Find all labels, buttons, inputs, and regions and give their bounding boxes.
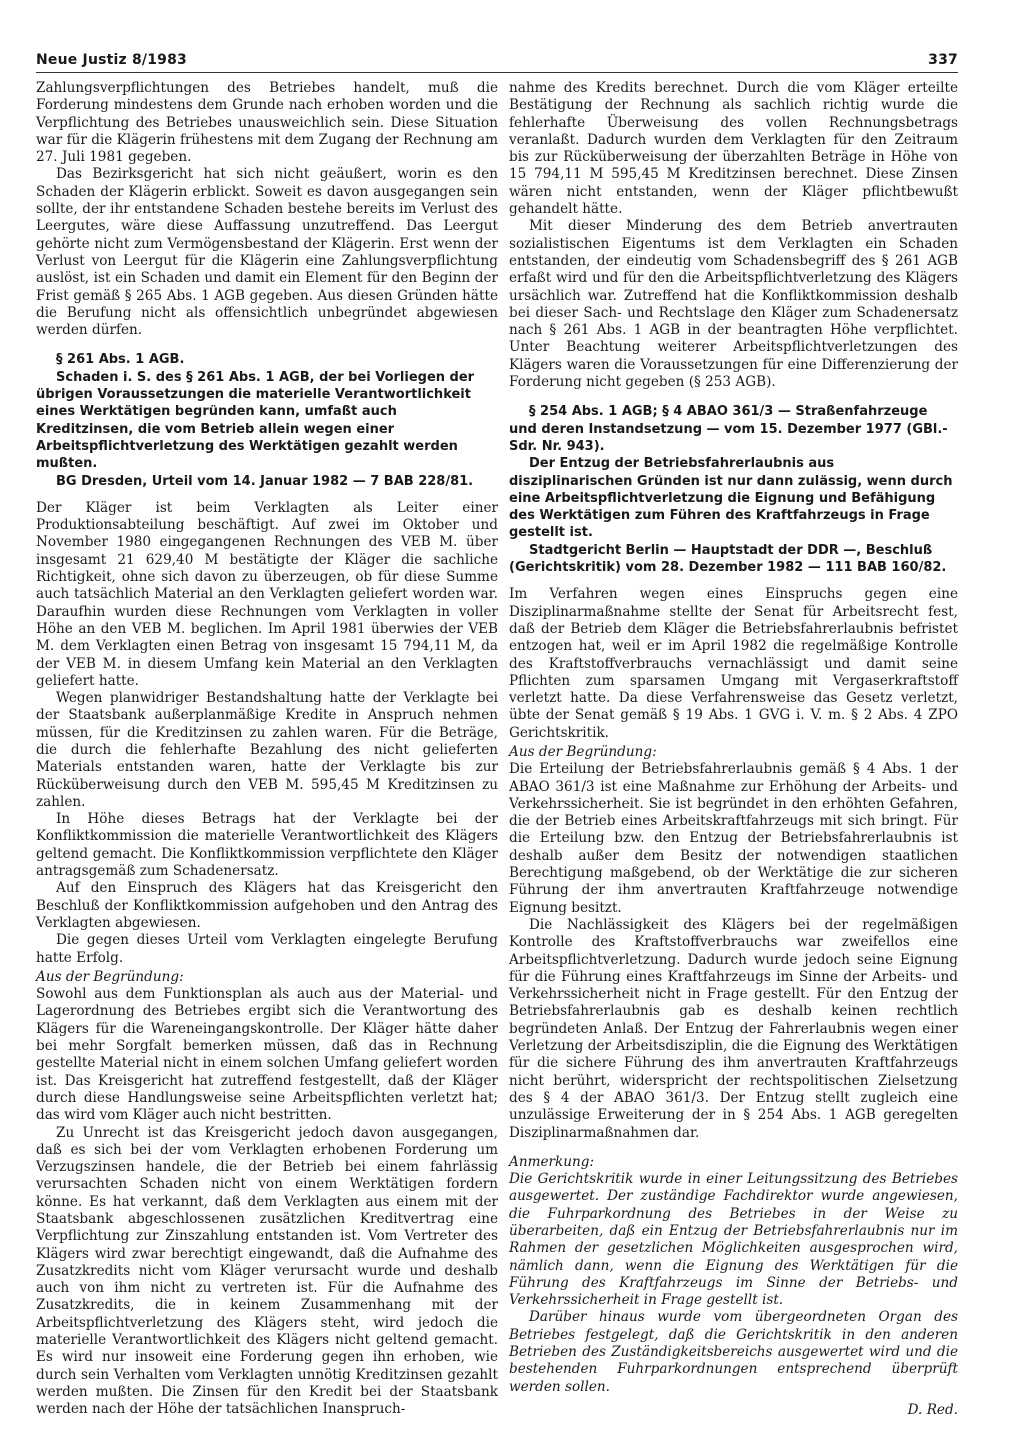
court-citation: Stadtgericht Berlin — Hauptstadt der DDR —, Beschluß (Gerichtskritik) vom 28. Dezember 1982 — 111 BAB 160/82. xyxy=(509,542,947,576)
court-citation: BG Dresden, Urteil vom 14. Januar 1982 — 7 BAB 228/81. xyxy=(56,473,474,489)
paragraph: Die Nachlässigkeit des Klägers bei der regelmäßigen Kontrolle des Kraftstoffverbrauchs war zweifellos eine Arbeitspflichtverletzung. Dadurch wurde jedoch seine Eignung für die Führung eines Kraftfahrzeugs im Sinne der Arbeits- und Verkehrssicherheit nicht in Frage gestellt. Für den Entzug der Betriebsfahrerlaubnis gab es deshalb keinen rechtlich begründeten Anlaß. Der Entzug der Fahrerlaubnis wegen einer Verletzung der Arbeitsdisziplin, die die Eignung des Werktätigen für die sichere Führung des ihm anvertrauten Kraftfahrzeugs nicht berührt, widerspricht der rechtspolitischen Zielsetzung des § 4 der ABAO 361/3. Der Entzug stellt zugleich eine unzulässige Erweiterung der in § 254 Abs. 1 AGB geregelten Disziplinarmaßnahmen dar. xyxy=(509,916,958,1141)
headnote: Der Entzug der Betriebsfahrerlaubnis aus disziplinarischen Gründen ist nur dann zulässig, wenn durch eine Arbeitspflichtverletzung die Eignung und Befähigung des Werktätigen zum Führen des Kraftfahrzeugs in Frage gestellt ist. xyxy=(509,456,953,541)
paragraph: Die gegen dieses Urteil vom Verklagten eingelegte Berufung hatte Erfolg. xyxy=(36,932,498,966)
note-label: Anmerkung: xyxy=(509,1153,595,1170)
right-column xyxy=(509,80,958,1419)
journal-title: Neue Justiz 8/1983 xyxy=(36,52,187,68)
paragraph: Das Bezirksgericht hat sich nicht geäußert, worin es den Schaden der Klägerin erblickt. Soweit es davon ausgegangen sein sollte, der ihr entstandene Schaden bestehe bereits im Verlust des Leergutes, wäre diese Auffassung unzutreffend. Das Leergut gehörte nicht zum Vermögensbestand der Klägerin. Erst wenn der Verlust von Leergut für die Klägerin eine Zahlungsverpflichtung auslöst, ist ein Schaden und damit ein Element für den Beginn der Frist gemäß § 265 Abs. 1 AGB gegeben. Aus diesen Gründen hätte die Berufung nicht als offensichtlich unbegründet abgewiesen werden dürfen. xyxy=(36,166,498,339)
left-column xyxy=(36,80,498,1419)
section-title: § 261 Abs. 1 AGB. xyxy=(56,352,185,368)
paragraph: Im Verfahren wegen eines Einspruchs gegen eine Disziplinarmaßnahme stellte der Senat für Arbeitsrecht fest, daß der Betrieb dem Kläger die Betriebsfahrerlaubnis befristet entzogen hat, weil er im April 1982 die regelmäßige Kontrolle des Kraftstoffverbrauchs vernachlässigt und damit seine Pflichten zum sparsamen Umgang mit Vergaserkraftstoff verletzt hatte. Da diese Verfahrensweise das Gesetz verletzt, übte der Senat gemäß § 19 Abs. 1 GVG i. V. m. § 2 Abs. 4 ZPO Gerichtskritik. xyxy=(509,586,958,741)
paragraph: Die Erteilung der Betriebsfahrerlaubnis gemäß § 4 Abs. 1 der ABAO 361/3 ist eine Maßnahme zur Erhöhung der Arbeits- und Verkehrssicherheit. Sie ist begründet in den erhöhten Gefahren, die der Betrieb eines Arbeitskraftfahrzeugs mit sich bringt. Für die Erteilung bzw. den Entzug der Betriebsfahrerlaubnis ist deshalb außer dem Besitz der notwendigen staatlichen Berechtigung maßgebend, ob der Werktätige die zur sicheren Führung der ihm anvertrauten Kraftfahrzeuge notwendige Eignung besitzt. xyxy=(509,761,958,916)
paragraph: In Höhe dieses Betrags hat der Verklagte bei der Konfliktkommission die materielle Verantwortlichkeit des Klägers geltend gemacht. Die Konfliktkommission verpflichtete den Kläger antragsgemäß zum Schadenersatz. xyxy=(36,811,498,880)
note-paragraph: Die Gerichtskritik wurde in einer Leitungssitzung des Betriebes ausgewertet. Der zuständige Fachdirektor wurde angewiesen, die Fuhrparkordnung des Betriebes in der Weise zu überarbeiten, daß ein Entzug der Betriebsfahrerlaubnis nur im Rahmen der gesetzlichen Möglichkeiten ausgesprochen wird, nämlich dann, wenn die Eignung des Werktätigen für die Führung des Kraftfahrzeugs im Sinne der Betriebs- und Verkehrssicherheit in Frage gestellt ist. xyxy=(509,1171,958,1309)
paragraph: Wegen planwidriger Bestandshaltung hatte der Verklagte bei der Staatsbank außerplanmäßige Kredite in Anspruch nehmen müssen, für die Kreditzinsen zu zahlen waren. Für die Beträge, die durch die fehlerhafte Bezahlung des nicht gelieferten Materials entstanden waren, hatte der Verklagte bis zur Rücküberweisung durch den VEB M. 595,45 M Kreditzinsen zu zahlen. xyxy=(36,690,498,810)
page-number: 337 xyxy=(928,52,958,68)
headnote: Schaden i. S. des § 261 Abs. 1 AGB, der bei Vorliegen der übrigen Voraussetzungen die materielle Verantwortlichkeit eines Werktätigen begründen kann, umfaßt auch Kreditzinsen, die vom Betrieb allein wegen einer Arbeitspflichtverletzung des Werktätigen gezahlt werden mußten. xyxy=(36,369,475,472)
paragraph: Der Kläger ist beim Verklagten als Leiter einer Produktionsabteilung beschäftigt. Auf zwei im Oktober und November 1980 eingegangenen Rechnungen des VEB M. über insgesamt 21 629,40 M bestätigte der Kläger die sachliche Richtigkeit, ohne sich davon zu überzeugen, ob für diese Summe auch tatsächlich Material an den Verklagten geliefert worden war. Daraufhin wurden diese Rechnungen vom Verklagten in voller Höhe an den VEB M. beglichen. Im April 1981 überwies der VEB M. dem Verklagten einen Betrag von insgesamt 15 794,11 M, da der VEB M. in diesem Umfang kein Material an den Verklagten geliefert hatte. xyxy=(36,499,498,689)
paragraph: Mit dieser Minderung des dem Betrieb anvertrauten sozialistischen Eigentums ist dem Verklagten ein Schaden entstanden, der eindeutig vom Schadensbegriff des § 261 AGB erfaßt wird und für den die Arbeitspflichtverletzung des Klägers ursächlich war. Zutreffend hat die Konfliktkommission deshalb bei dieser Sach- und Rechtslage den Kläger zum Schadenersatz nach § 261 Abs. 1 AGB in der beantragten Höhe verpflichtet. Unter Beachtung weiterer Arbeitspflichtverletzungen des Klägers waren die Voraussetzungen für eine Differenzierung der Forderung nicht gegeben (§ 253 AGB). xyxy=(509,218,958,391)
section-title: § 254 Abs. 1 AGB; § 4 ABAO 361/3 — Straßenfahrzeuge und deren Instandsetzung — vom 15. Dezember 1977 (GBl.-Sdr. Nr. 943). xyxy=(509,404,948,454)
paragraph: Auf den Einspruch des Klägers hat das Kreisgericht den Beschluß der Konfliktkommission aufgehoben und den Antrag des Verklagten abgewiesen. xyxy=(36,880,498,931)
page-header xyxy=(36,52,958,73)
note-paragraph: Darüber hinaus wurde vom übergeordneten Organ des Betriebes festgelegt, daß die Gerichtskritik in den anderen Betrieben des Zuständigkeitsbereichs ausgewertet wird und die bestehenden Fuhrparkordnungen entsprechend überprüft werden sollen. xyxy=(509,1309,958,1395)
paragraph: Zahlungsverpflichtungen des Betriebes handelt, muß die Forderung mindestens dem Grunde nach erhoben worden und die Verpflichtung des Betriebes unausweichlich sein. Diese Situation war für die Klägerin frühestens mit dem Zugang der Rechnung am 27. Juli 1981 gegeben. xyxy=(36,80,498,166)
editorial-signoff: D. Red. xyxy=(907,1401,958,1418)
paragraph: nahme des Kredits berechnet. Durch die vom Kläger erteilte Bestätigung der Rechnung als sachlich richtig wurde die fehlerhafte Überweisung des vollen Rechnungsbetrags veranlaßt. Dadurch wurden dem Verklagten für den Zeitraum bis zur Rücküberweisung der überzahlten Beträge in Höhe von 15 794,11 M 595,45 M Kreditzinsen berechnet. Diese Zinsen wären nicht entstanden, wenn der Kläger pflichtbewußt gehandelt hätte. xyxy=(509,80,958,218)
paragraph: Sowohl aus dem Funktionsplan als auch aus der Material- und Lagerordnung des Betriebes ergibt sich die Verantwortung des Klägers für die Wareneingangskontrolle. Der Kläger hätte daher bei mehr Sorgfalt bemerken müssen, daß das in Rechnung gestellte Material nicht in einem solchen Umfang geliefert worden ist. Das Kreisgericht hat zutreffend festgestellt, daß der Kläger durch diese Handlungsweise seine Arbeitspflichten verletzt hat; das wird vom Kläger auch nicht bestritten. xyxy=(36,986,498,1124)
reasons-label: Aus der Begründung: xyxy=(509,743,657,760)
reasons-label: Aus der Begründung: xyxy=(36,968,184,985)
paragraph: Zu Unrecht ist das Kreisgericht jedoch davon ausgegangen, daß es sich bei der vom Verklagten erhobenen Forderung um Verzugszinsen handele, die der Betrieb bei einem fahrlässig verursachten Schaden nicht von einem Werktätigen fordern könne. Es hat verkannt, daß dem Verklagten aus einem mit der Staatsbank abgeschlossenen zusätzlichen Kreditvertrag eine Verpflichtung zur Zinszahlung entstanden ist. Vom Vertreter des Klägers wird zwar berechtigt eingewandt, daß die Aufnahme des Zusatzkredits nicht vom Kläger verursacht wurde und deshalb auch von ihm nicht zu vertreten ist. Für die Aufnahme des Zusatzkredits, die in keinem Zusammenhang mit der Arbeitspflichtverletzung des Klägers steht, wird jedoch die materielle Verantwortlichkeit des Klägers nicht geltend gemacht. Es wird nur insoweit eine Forderung gegen ihn erhoben, wie durch sein Verhalten vom Verklagten unnötig Kreditzinsen gezahlt werden mußten. Die Zinsen für den Kredit bei der Staatsbank werden nach der Höhe der tatsächlichen Inanspruch- xyxy=(36,1124,498,1418)
